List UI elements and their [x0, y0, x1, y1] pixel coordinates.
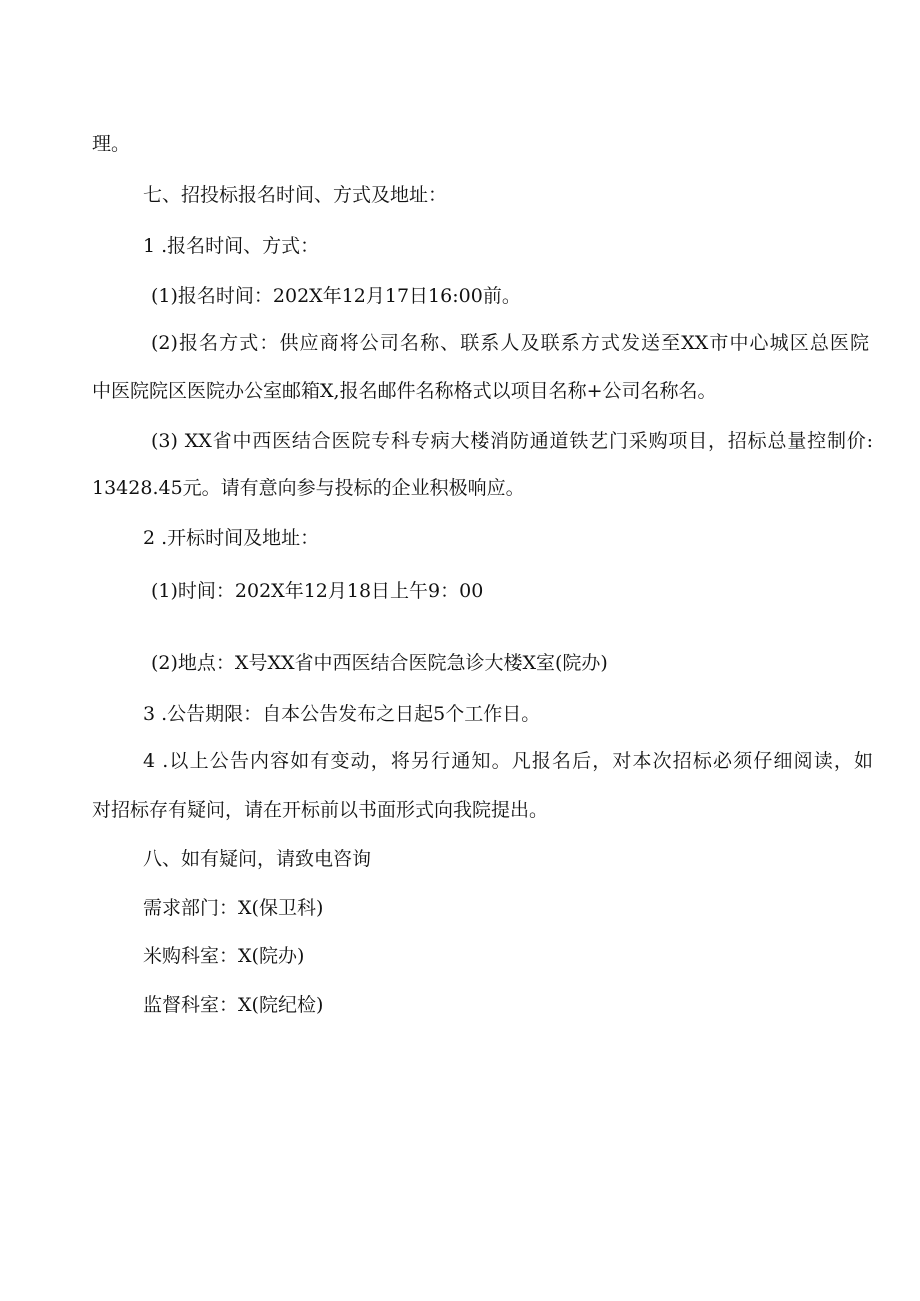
project-price-line1: (3) XX省中西医结合医院专科专病大楼消防通道铁艺门采购项目，招标总量控制价: — [151, 430, 873, 452]
registration-method-line1: (2)报名方式：供应商将公司名称、联系人及联系方式发送至XX市中心城区总医院 — [151, 332, 869, 354]
contact-supervision: 监督科室：X(院纪检) — [143, 994, 324, 1016]
item-1-heading: 1 .报名时间、方式： — [143, 235, 320, 257]
notice-line2: 对招标存有疑问，请在开标前以书面形式向我院提出。 — [92, 799, 549, 821]
item-2-heading: 2 .开标时间及地址： — [143, 527, 320, 549]
contact-procurement: 米购科室：X(院办) — [143, 945, 305, 967]
registration-method-line2: 中医院院区医院办公室邮箱X,报名邮件名称格式以项目名称+公司名称名。 — [92, 380, 717, 402]
notice-line1: 4 .以上公告内容如有变动，将另行通知。凡报名后，对本次招标必须仔细阅读，如 — [143, 750, 873, 772]
registration-time: (1)报名时间：202X年12月17日16:00前。 — [151, 285, 521, 307]
text-line-continuation: 理。 — [92, 133, 131, 155]
bid-opening-time: (1)时间：202X年12月18日上午9：00 — [151, 580, 484, 602]
bid-opening-location: (2)地点：X号XX省中西医结合医院急诊大楼X室(院办) — [151, 652, 608, 674]
section-heading-8: 八、如有疑问，请致电咨询 — [143, 848, 372, 870]
contact-demand-dept: 需求部门：X(保卫科) — [143, 897, 324, 919]
project-price-line2: 13428.45元。请有意向参与投标的企业积极响应。 — [92, 477, 525, 499]
section-heading-7: 七、招投标报名时间、方式及地址： — [143, 184, 448, 206]
announcement-period: 3 .公告期限：自本公告发布之日起5个工作日。 — [143, 703, 541, 725]
